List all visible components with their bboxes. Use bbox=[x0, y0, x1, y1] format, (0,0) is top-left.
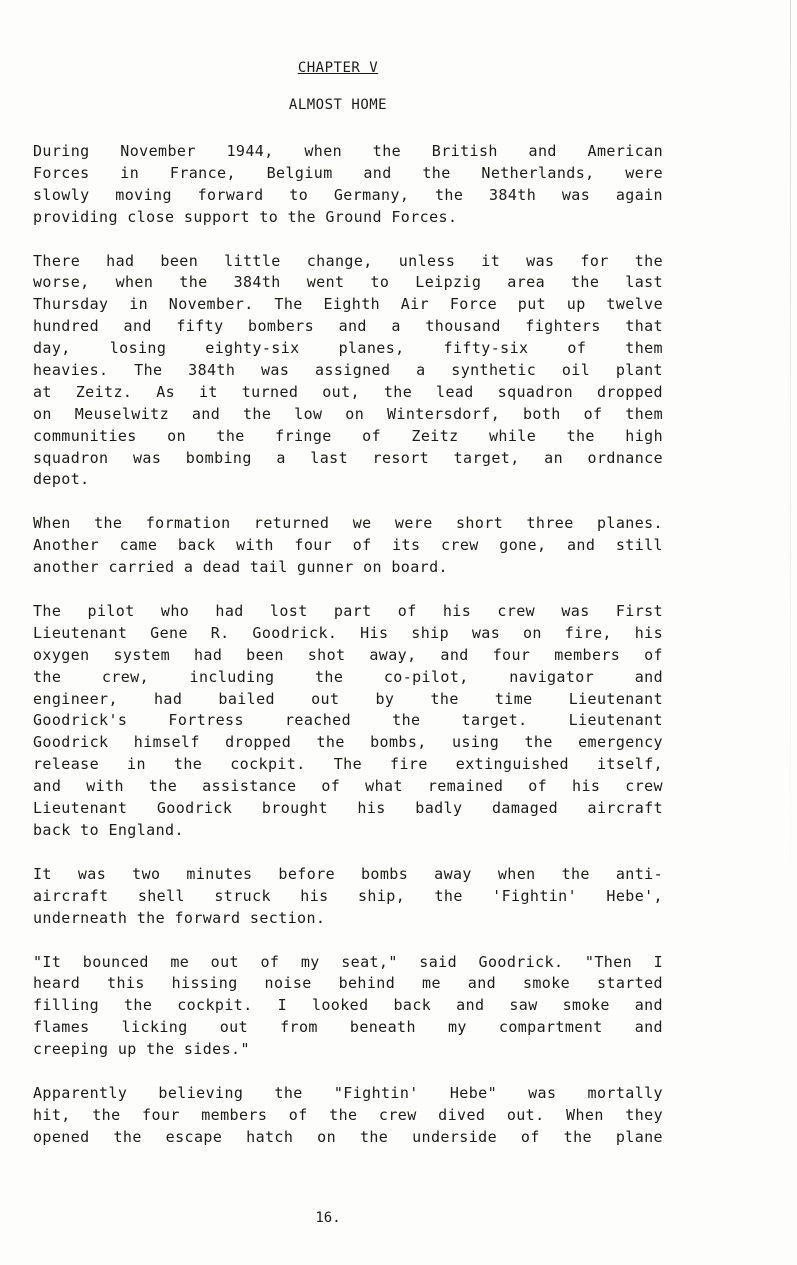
text-line: Another came back with four of its crew gone, and still bbox=[33, 536, 663, 555]
text-line: hit, the four members of the crew dived out. When they bbox=[33, 1105, 663, 1124]
text-line: heard this hissing noise behind me and smoke started bbox=[33, 974, 663, 993]
text-line: When the formation returned we were short three planes. bbox=[33, 514, 663, 533]
text-line: squadron was bombing a last resort target, an ordnance bbox=[33, 448, 663, 467]
text-line: Thursday in November. The Eighth Air Force put up twelve bbox=[33, 295, 663, 314]
text-line: slowly moving forward to Germany, the 384th was again bbox=[33, 185, 663, 204]
chapter-title: ALMOST HOME bbox=[288, 97, 388, 113]
text-line: Goodrick himself dropped the bombs, using the emergency bbox=[33, 733, 663, 752]
text-line: creeping up the sides." bbox=[33, 1040, 250, 1059]
text-line: another carried a dead tail gunner on board. bbox=[33, 558, 448, 577]
text-line: on Meuselwitz and the low on Wintersdorf, both of them bbox=[33, 404, 663, 423]
text-line: the crew, including the co-pilot, navigator and bbox=[33, 667, 663, 686]
text-line: worse, when the 384th went to Leipzig area the last bbox=[33, 273, 663, 292]
chapter-heading: CHAPTER V bbox=[297, 60, 379, 76]
text-line: filling the cockpit. I looked back and saw smoke and bbox=[33, 996, 663, 1015]
paragraph bbox=[33, 864, 663, 930]
text-line: Goodrick's Fortress reached the target. Lieutenant bbox=[33, 711, 663, 730]
text-line: back to England. bbox=[33, 820, 184, 839]
body-text bbox=[33, 141, 663, 1171]
paragraph bbox=[33, 601, 663, 842]
paragraph bbox=[33, 251, 663, 492]
paragraph bbox=[33, 141, 663, 229]
paragraph bbox=[33, 513, 663, 579]
paragraph bbox=[33, 1083, 663, 1149]
text-line: day, losing eighty-six planes, fifty-six of them bbox=[33, 339, 663, 358]
text-line: providing close support to the Ground Forces. bbox=[33, 207, 458, 226]
page-edge-shadow bbox=[790, 0, 791, 900]
text-line: Lieutenant Gene R. Goodrick. His ship was on fire, his bbox=[33, 623, 663, 642]
text-line: release in the cockpit. The fire extinguished itself, bbox=[33, 755, 663, 774]
text-line: flames licking out from beneath my compartment and bbox=[33, 1018, 663, 1037]
text-line: underneath the forward section. bbox=[33, 908, 326, 927]
text-line: During November 1944, when the British and American bbox=[33, 142, 663, 160]
text-line: engineer, had bailed out by the time Lieutenant bbox=[33, 689, 663, 708]
page-number: 16. bbox=[315, 1210, 341, 1226]
text-line: at Zeitz. As it turned out, the lead squadron dropped bbox=[33, 382, 663, 401]
text-line: Lieutenant Goodrick brought his badly damaged aircraft bbox=[33, 799, 663, 818]
text-line: heavies. The 384th was assigned a synthetic oil plant bbox=[33, 361, 663, 380]
paragraph bbox=[33, 952, 663, 1061]
text-line: communities on the fringe of Zeitz while the high bbox=[33, 426, 663, 445]
text-line: oxygen system had been shot away, and four members of bbox=[33, 645, 663, 664]
text-line: opened the escape hatch on the underside of the plane bbox=[33, 1127, 663, 1146]
text-line: hundred and fifty bombers and a thousand fighters that bbox=[33, 317, 663, 336]
text-line: and with the assistance of what remained of his crew bbox=[33, 777, 663, 796]
text-line: The pilot who had lost part of his crew was First bbox=[33, 602, 663, 621]
text-line: aircraft shell struck his ship, the 'Fightin' Hebe', bbox=[33, 886, 663, 905]
text-line: Apparently believing the "Fightin' Hebe" was mortally bbox=[33, 1083, 663, 1102]
text-line: There had been little change, unless it was for the bbox=[33, 251, 663, 270]
text-line: It was two minutes before bombs away when the anti- bbox=[33, 864, 663, 883]
text-line: Forces in France, Belgium and the Netherlands, were bbox=[33, 163, 663, 182]
text-line: "It bounced me out of my seat," said Goodrick. "Then I bbox=[33, 952, 663, 971]
text-line: depot. bbox=[33, 470, 90, 489]
